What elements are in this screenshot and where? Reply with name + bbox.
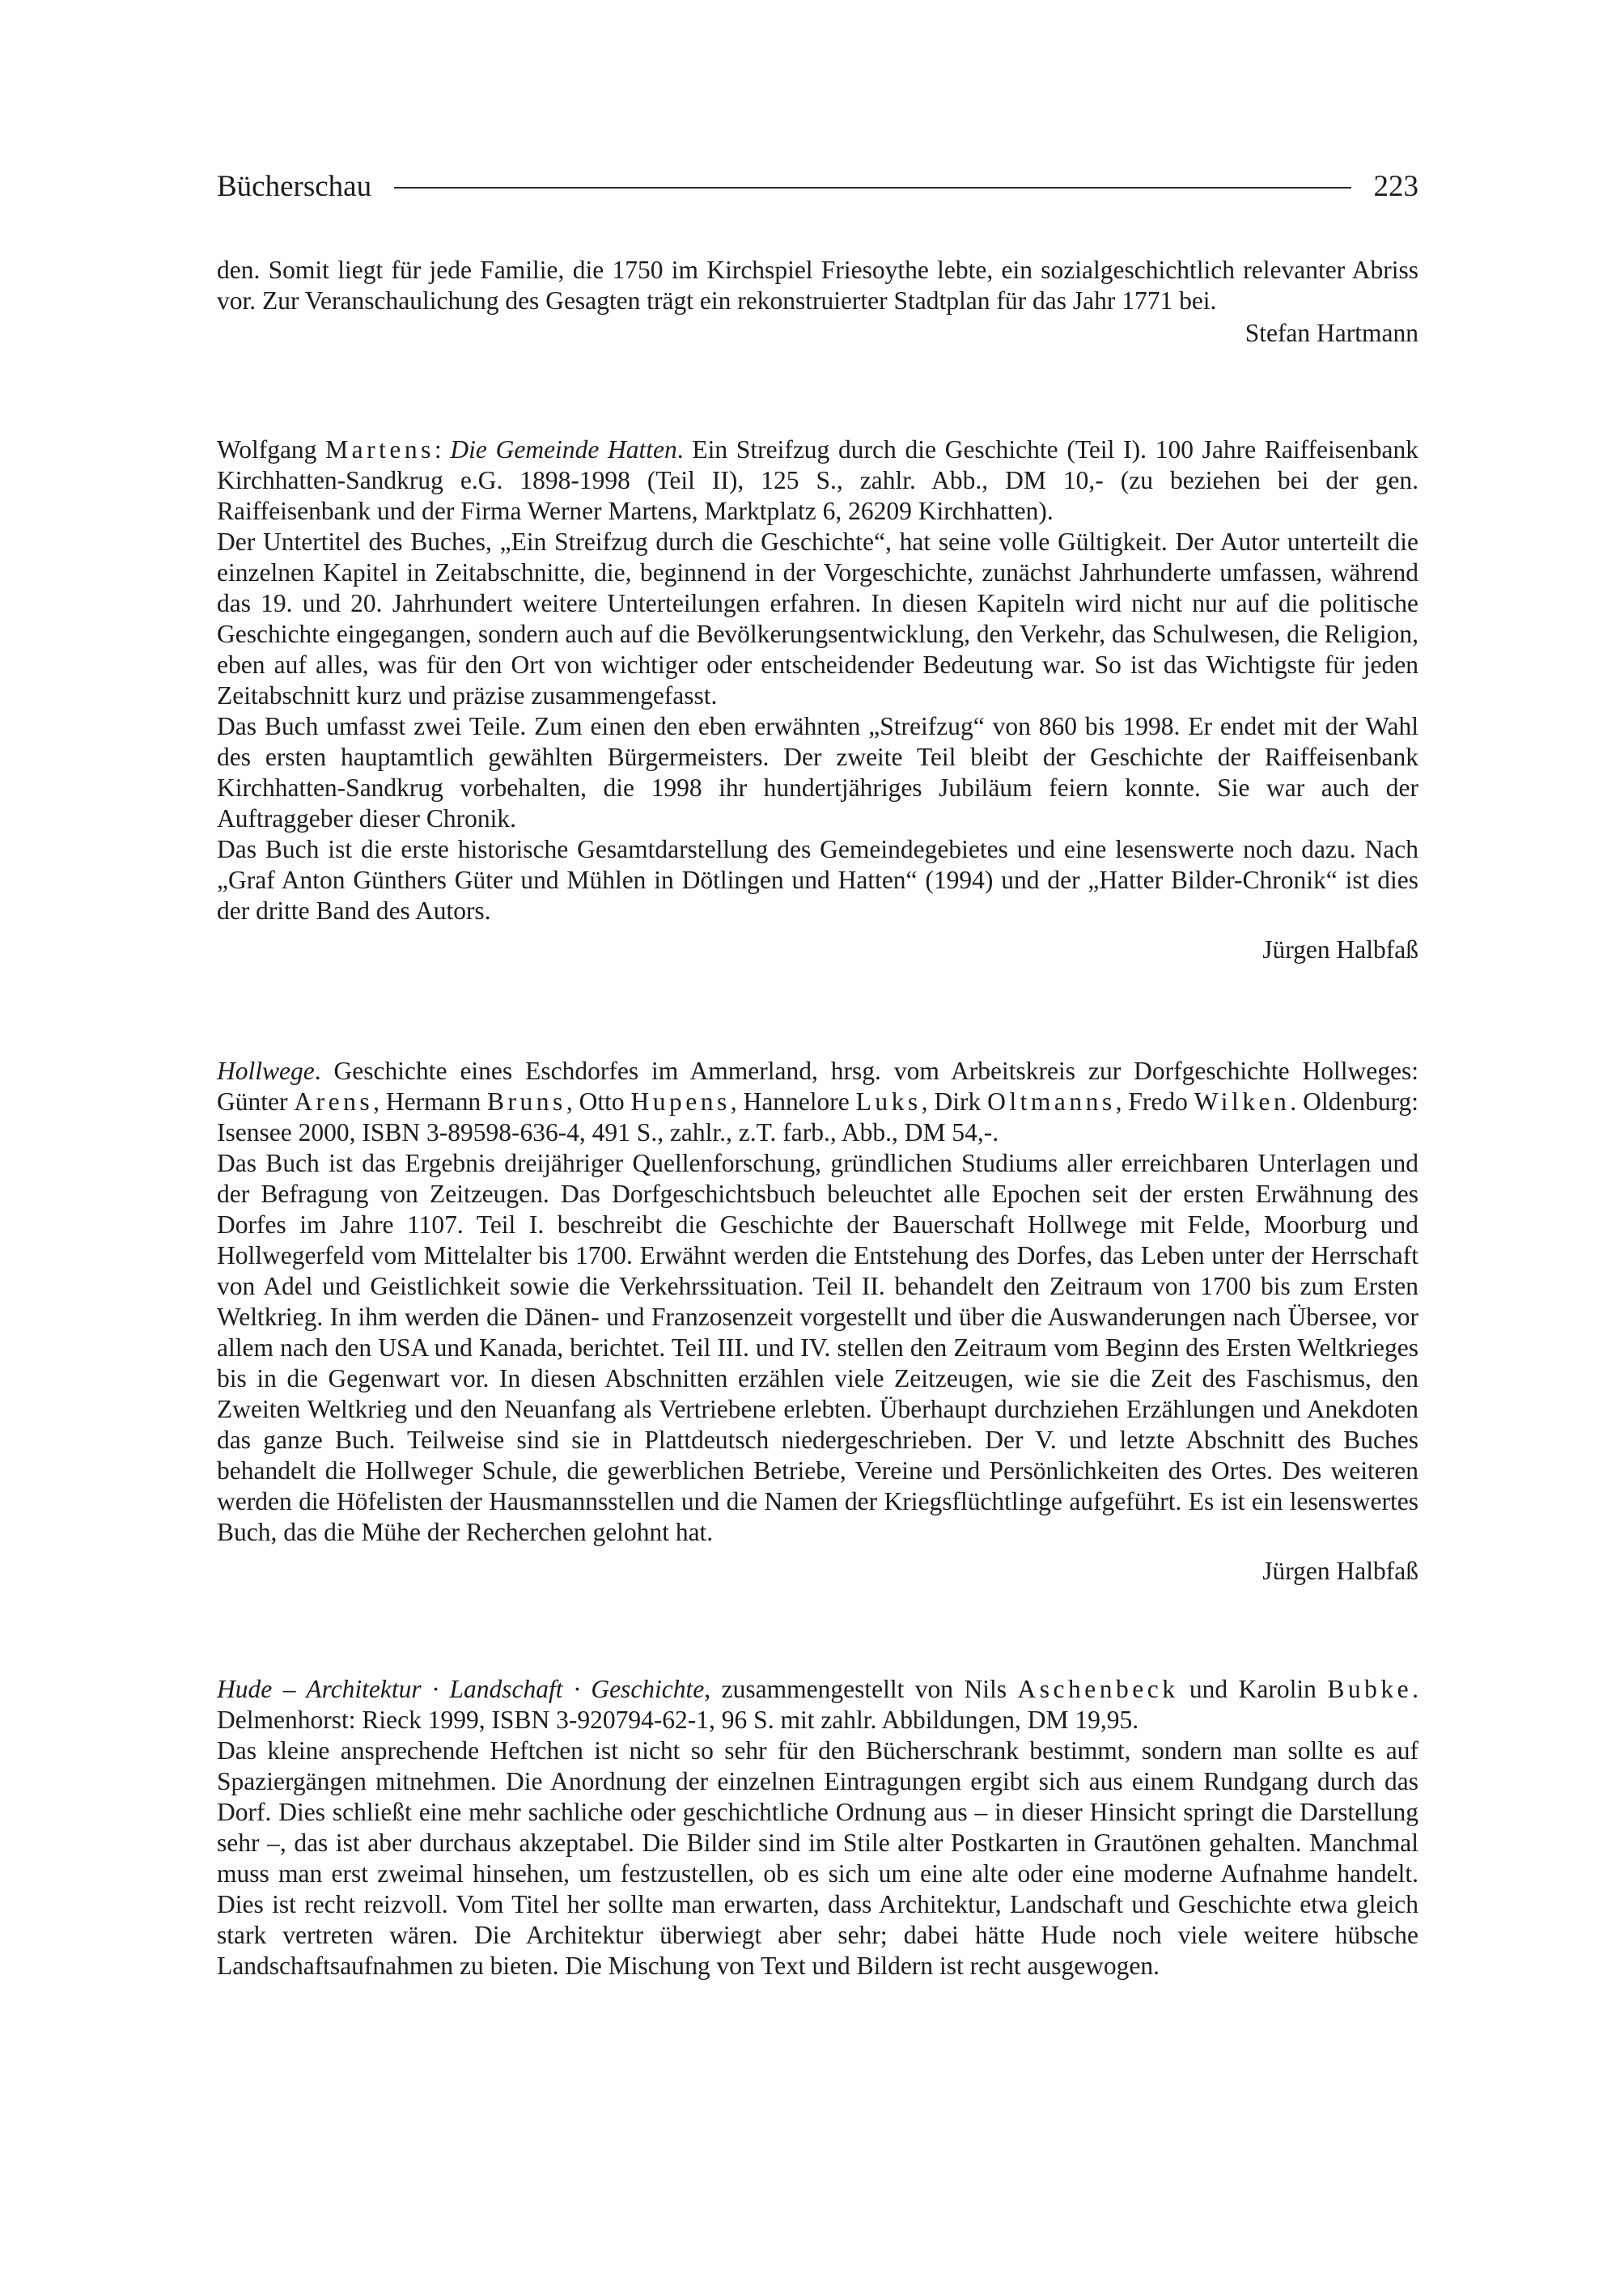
- contributor-name: Aschenbeck: [1017, 1675, 1179, 1703]
- citation-details: . Ein Streifzug durch die Geschichte (Teil I). 100 Jahre Raiffeisenbank Kirchhatten-Sandkrug e.G. 1898-1998 (Teil II), 125 S., zahlr. Abb., DM 10,- (zu beziehen bei der gen. Raiffeisenbank und der Firma Werner Martens, Marktplatz 6, 26209 Kirchhatten).: [217, 435, 1418, 525]
- review-paragraph: Das Buch umfasst zwei Teile. Zum einen den eben erwähnten „Streifzug“ von 860 bis 1998. Er endet mit der Wahl des ersten hauptamtlich gewählten Bürgermeisters. Der zweite Teil bleibt der Geschichte der Raiffeisenbank Kirchhatten-Sandkrug vorbehalten, die 1998 ihr hundertjähriges Jubiläum feiern konnte. Sie war auch der Auftraggeber dieser Chronik.: [217, 712, 1418, 833]
- running-head: [217, 162, 1418, 210]
- contributor-name: Arens: [294, 1087, 374, 1116]
- contributor-name: Bubke: [1327, 1675, 1413, 1703]
- contributor-name: Bruns: [487, 1087, 566, 1116]
- book-title: Hude – Architektur · Landschaft · Geschichte: [217, 1675, 705, 1703]
- author-last: Martens: [325, 435, 435, 464]
- review-citation: Hude – Architektur · Landschaft · Geschichte, zusammengestellt von Nils Aschenbeck und Karolin Bubke. Delmenhorst: Rieck 1999, ISBN 3-920794-62-1, 96 S. mit zahlr. Abbildungen, DM 19,95.: [217, 1675, 1418, 1734]
- book-title: Die Gemeinde Hatten: [450, 435, 677, 464]
- review-paragraph: Das kleine ansprechende Heftchen ist nicht so sehr für den Bücherschrank bestimmt, sondern man sollte es auf Spaziergängen mitnehmen. Die Anordnung der einzelnen Eintragungen ergibt sich aus einem Rundgang durch das Dorf. Dies schließt eine mehr sachliche oder geschichtliche Ordnung aus – in dieser Hinsicht springt die Darstellung sehr –, das ist aber durchaus akzeptabel. Die Bilder sind im Stile alter Postkarten in Grautönen gehalten. Manchmal muss man erst zweimal hinsehen, um festzustellen, ob es sich um eine alte oder eine moderne Aufnahme handelt. Dies ist recht reizvoll. Vom Titel her sollte man erwarten, dass Architektur, Landschaft und Geschichte etwa gleich stark vertreten wären. Die Architektur überwiegt aber sehr; dabei hätte Hude noch viele weitere hübsche Landschaftsaufnahmen zu bieten. Die Mischung von Text und Bildern ist recht ausgewogen.: [217, 1736, 1418, 1980]
- header-rule: [394, 187, 1351, 189]
- review-paragraph: Der Untertitel des Buches, „Ein Streifzug durch die Geschichte“, hat seine volle Gültigkeit. Der Autor unterteilt die einzelnen Kapitel in Zeitabschnitte, die, beginnend in der Vorgeschichte, zunächst Jahrhunderte umfassen, während das 19. und 20. Jahrhundert weitere Unterteilungen erfahren. In diesen Kapiteln wird nicht nur auf die politische Geschichte eingegangen, sondern auch auf die Bevölkerungsentwicklung, den Verkehr, das Schulwesen, die Religion, eben auf alles, was für den Ort von wichtiger oder entscheidender Bedeutung war. So ist das Wichtigste für jeden Zeitabschnitt kurz und präzise zusammengefasst.: [217, 528, 1418, 710]
- review-paragraph: Das Buch ist die erste historische Gesamtdarstellung des Gemeindegebietes und eine lesenswerte noch dazu. Nach „Graf Anton Günthers Güter und Mühlen in Dötlingen und Hatten“ (1994) und der „Hatter Bilder-Chronik“ ist dies der dritte Band des Autors.: [217, 835, 1418, 925]
- running-title: Bücherschau: [217, 169, 372, 203]
- page: [217, 162, 1418, 1981]
- author-first: Wolfgang: [217, 435, 317, 464]
- contributor-name: Oltmanns: [987, 1087, 1116, 1116]
- review-citation: Hollwege. Geschichte eines Eschdorfes im Ammerland, hrsg. vom Arbeitskreis zur Dorfgeschichte Hollweges: Günter Arens, Hermann Bruns, Otto Hupens, Hannelore Luks, Dirk Oltmanns, Fredo Wilken. Oldenburg: Isensee 2000, ISBN 3-89598-636-4, 491 S., zahlr., z.T. farb., Abb., DM 54,-.: [217, 1057, 1418, 1146]
- review-citation: Wolfgang Martens: Die Gemeinde Hatten. Ein Streifzug durch die Geschichte (Teil I). 100 Jahre Raiffeisenbank Kirchhatten-Sandkrug e.G. 1898-1998 (Teil II), 125 S., zahlr. Abb., DM 10,- (zu beziehen bei der gen. Raiffeisenbank und der Firma Werner Martens, Marktplatz 6, 26209 Kirchhatten).: [217, 435, 1418, 525]
- citation-details: . Oldenburg: Isensee 2000, ISBN 3-89598-636-4, 491 S., zahlr., z.T. farb., Abb., DM 54,-.: [217, 1087, 1418, 1146]
- review-paragraph: Das Buch ist das Ergebnis dreijähriger Quellenforschung, gründlichen Studiums aller erreichbaren Unterlagen und der Befragung von Zeitzeugen. Das Dorfgeschichtsbuch beleuchtet alle Epochen seit der ersten Erwähnung des Dorfes im Jahre 1107. Teil I. beschreibt die Geschichte der Bauerschaft Hollwege mit Felde, Moorburg und Hollwegerfeld vom Mittelalter bis 1700. Erwähnt werden die Entstehung des Dorfes, das Leben unter der Herrschaft von Adel und Geistlichkeit sowie die Verkehrssituation. Teil II. behandelt den Zeitraum von 1700 bis zum Ersten Weltkrieg. In ihm werden die Dänen- und Franzosenzeit vorgestellt und über die Auswanderungen nach Übersee, vor allem nach den USA und Kanada, berichtet. Teil III. und IV. stellen den Zeitraum vom Beginn des Ersten Weltkrieges bis in die Gegenwart vor. In diesen Abschnitten erzählen viele Zeitzeugen, wie sie die Zeit des Faschismus, den Zweiten Weltkrieg und den Neuanfang als Vertriebene erlebten. Überhaupt durchziehen Erzählungen und Anekdoten das ganze Buch. Teilweise sind sie in Plattdeutsch niedergeschrieben. Der V. und letzte Abschnitt des Buches behandelt die Hollweger Schule, die gewerblichen Betriebe, Vereine und Persönlichkeiten des Ortes. Des weiteren werden die Höfelisten der Hausmannsstellen und die Namen der Kriegsflüchtlinge aufgeführt. Es ist ein lesenswertes Buch, das die Mühe der Recherchen gelohnt hat.: [217, 1149, 1418, 1546]
- contributor-name: Hupens: [630, 1087, 731, 1116]
- contributor-name: Luks: [855, 1087, 922, 1116]
- review-hude: [217, 1674, 1418, 1981]
- reviewer-signature: Stefan Hartmann: [1245, 319, 1418, 347]
- contributor-name: Wilken: [1194, 1087, 1291, 1116]
- citation-details: . Delmenhorst: Rieck 1999, ISBN 3-920794-62-1, 96 S. mit zahlr. Abbildungen, DM 19,95.: [217, 1675, 1418, 1734]
- page-number: 223: [1373, 169, 1418, 203]
- reviewer-signature: Jürgen Halbfaß: [1262, 1557, 1418, 1585]
- book-title: Hollwege: [217, 1057, 315, 1085]
- carryover-paragraph: den. Somit liegt für jede Familie, die 1750 im Kirchspiel Friesoythe lebte, ein sozialgeschichtlich relevanter Abriss vor. Zur Veranschaulichung des Gesagten trägt ein rekonstruierter Stadtplan für das Jahr 1771 bei.: [217, 256, 1418, 315]
- reviewer-signature: Jürgen Halbfaß: [1262, 935, 1418, 964]
- review-hollwege: [217, 1056, 1418, 1587]
- review-martens: [217, 434, 1418, 965]
- carryover-review: [217, 255, 1418, 349]
